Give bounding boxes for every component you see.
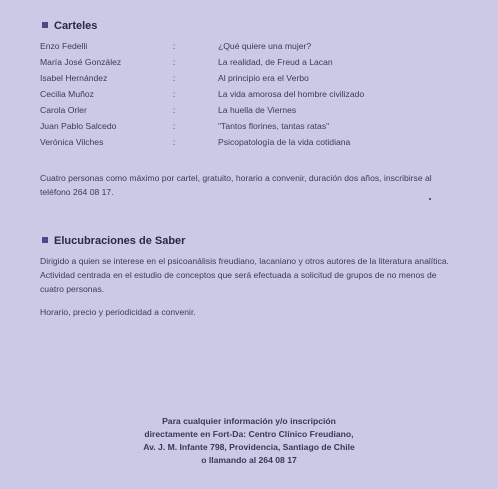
cartel-separator: :	[173, 73, 176, 83]
cartel-title: Al principio era el Verbo	[218, 73, 309, 83]
cartel-title: Psicopatología de la vida cotidiana	[218, 137, 351, 147]
cartel-separator: :	[173, 57, 176, 67]
cartel-separator: :	[173, 41, 176, 51]
square-bullet-icon	[42, 22, 48, 28]
cartel-separator: :	[173, 137, 176, 147]
footer-line: o llamando al 264 08 17	[201, 455, 297, 465]
elucubraciones-note: Horario, precio y periodicidad a convenir.	[40, 307, 196, 317]
cartel-name: Carola Orler	[40, 105, 87, 115]
cartel-name: Enzo Fedelli	[40, 41, 88, 51]
cartel-title: La vida amorosa del hombre civilizado	[218, 89, 365, 99]
square-bullet-icon	[42, 237, 48, 243]
cartel-name: María José González	[40, 57, 122, 67]
elucubraciones-heading-label: Elucubraciones de Saber	[54, 235, 186, 247]
carteles-heading	[42, 20, 97, 32]
elucubraciones-paragraph: Dirigido a quien se interese en el psicoanálisis freudiano, lacaniano y otros autores de la literatura analítica. Actividad centrada en el estudio de conceptos que será efectuada a solicitud de grupos de no menos de cuatro personas.	[40, 256, 449, 294]
cartel-name: Cecilia Muñoz	[40, 89, 94, 99]
cartel-title: ¿Qué quiere una mujer?	[218, 41, 312, 51]
cartel-separator: :	[173, 105, 176, 115]
cartel-title: La realidad, de Freud a Lacan	[218, 57, 333, 67]
carteles-note: Cuatro personas como máximo por cartel, gratuito, horario a convenir, duración dos años, inscribirse al teléfono 264 08 17.	[40, 173, 432, 197]
cartel-separator: :	[173, 121, 176, 131]
elucubraciones-heading	[42, 235, 185, 247]
footer-line: Para cualquier información y/o inscripción	[162, 416, 336, 426]
cartel-name: Isabel Hernández	[40, 73, 108, 83]
footer-line: Av. J. M. Infante 798, Providencia, Santiago de Chile	[143, 442, 355, 452]
cartel-title: "Tantos florines, tantas ratas"	[218, 121, 330, 131]
stray-dot	[429, 198, 431, 200]
cartel-separator: :	[173, 89, 176, 99]
cartel-name: Juan Pablo Salcedo	[40, 121, 117, 131]
cartel-title: La huella de Viernes	[218, 105, 297, 115]
footer-line: directamente en Fort-Da: Centro Clínico Freudiano,	[144, 429, 354, 439]
cartel-name: Verónica Vilches	[40, 137, 104, 147]
carteles-heading-label: Carteles	[54, 20, 98, 32]
